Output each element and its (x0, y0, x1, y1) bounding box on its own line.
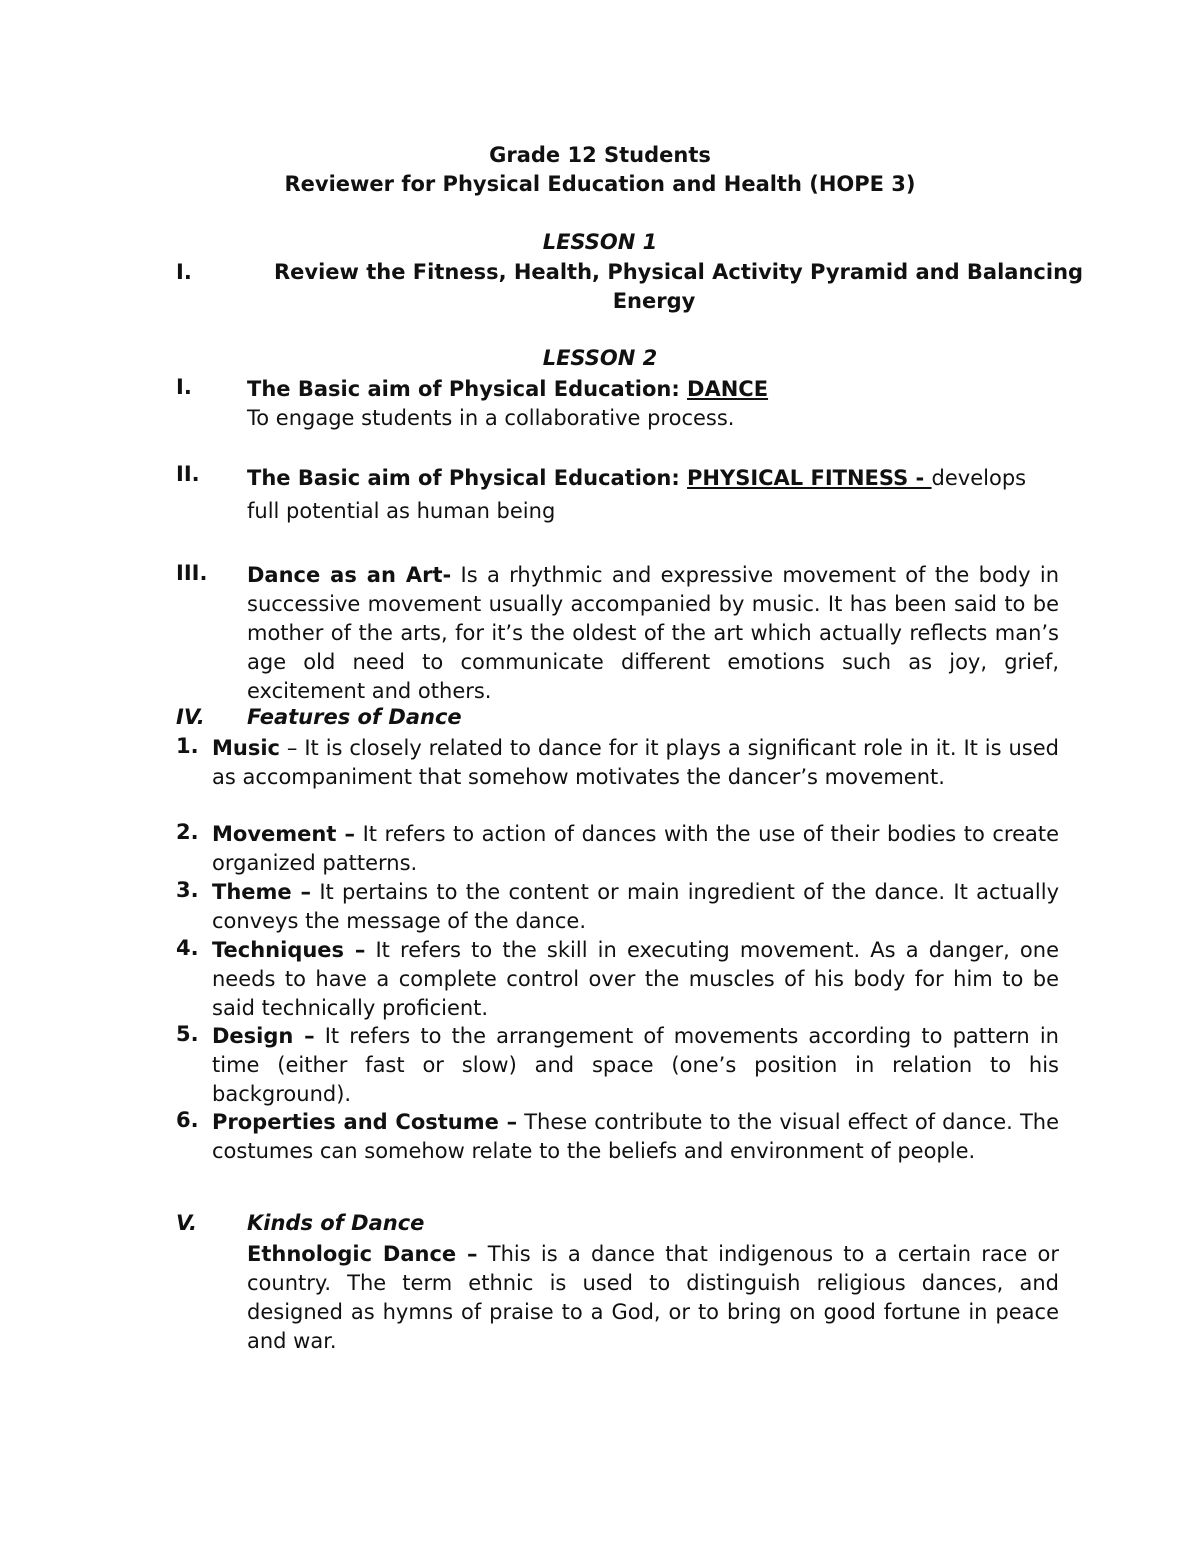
lesson2-iii-description: Is a rhythmic and expressive movement of the body in successive movement usually accompanied by music. It has been said to be mother of the arts, for it’s the oldest of the art which actually reflects man’s age old need to communicate different emotions such as joy, grief, excitement and others. (247, 563, 1060, 703)
feature-6-number: 6. (176, 1108, 199, 1132)
lesson2-v-numeral: V. (176, 1211, 197, 1235)
kinds-ethnologic-text: This is a dance that indigenous to a certain race or country. The term ethnic is used to distinguish religious dances, and designed as hymns of praise to a God, or to bring on good fortune in peace and war. (247, 1242, 1059, 1353)
lesson2-i-term: DANCE (687, 377, 769, 401)
lesson2-ii-term: PHYSICAL FITNESS - (687, 466, 932, 490)
lesson2-i-block (247, 375, 1059, 433)
feature-1-text: – It is closely related to dance for it plays a significant role in it. It is used as accompaniment that somehow motivates the dancer’s movement. (212, 736, 1059, 789)
lesson1-numeral: I. (176, 260, 192, 284)
feature-4-number: 4. (176, 936, 199, 960)
feature-6-term: Properties and Costume – (212, 1110, 518, 1134)
header-grade: Grade 12 Students (489, 143, 711, 167)
lesson2-ii-block (247, 462, 1059, 528)
lesson2-ii-lead: The Basic aim of Physical Education: (247, 466, 688, 490)
feature-5 (212, 1022, 1059, 1109)
feature-1-term: Music (212, 736, 280, 760)
lesson2-ii-description: develops full potential as human being (247, 466, 1027, 523)
feature-4-text: It refers to the skill in executing movement. As a danger, one needs to have a complete control over the muscles of his body for him to be said technically proficient. (212, 938, 1059, 1020)
feature-2 (212, 820, 1059, 878)
header-title: Reviewer for Physical Education and Health (HOPE 3) (284, 172, 916, 196)
kinds-heading: Kinds of Dance (247, 1211, 425, 1235)
feature-3 (212, 878, 1059, 936)
feature-6 (212, 1108, 1059, 1166)
lesson1-item-line1: Review the Fitness, Health, Physical Activity Pyramid and Balancing (274, 260, 1084, 284)
lesson2-i-description: To engage students in a collaborative process. (247, 406, 735, 430)
feature-6-text: These contribute to the visual effect of dance. The costumes can somehow relate to the beliefs and environment of people. (212, 1110, 1059, 1163)
lesson2-iv-numeral: IV. (176, 705, 205, 729)
kinds-ethnologic-term: Ethnologic Dance – (247, 1242, 478, 1266)
lesson1-item-line2: Energy (612, 289, 696, 313)
feature-2-number: 2. (176, 820, 199, 844)
lesson2-iii-lead: Dance as an Art- (247, 563, 452, 587)
lesson2-title: LESSON 2 (542, 346, 658, 370)
lesson2-i-lead: The Basic aim of Physical Education: (247, 377, 688, 401)
kinds-ethnologic (247, 1240, 1059, 1356)
feature-3-number: 3. (176, 878, 199, 902)
feature-2-text: It refers to action of dances with the use of their bodies to create organized patterns. (212, 822, 1060, 875)
feature-4-term: Techniques – (212, 938, 366, 962)
feature-2-term: Movement – (212, 822, 356, 846)
feature-4 (212, 936, 1059, 1023)
feature-5-term: Design – (212, 1024, 315, 1048)
feature-3-term: Theme – (212, 880, 312, 904)
feature-3-text: It pertains to the content or main ingredient of the dance. It actually conveys the message of the dance. (212, 880, 1060, 933)
lesson2-iii-numeral: III. (176, 561, 208, 585)
feature-1 (212, 734, 1059, 792)
lesson2-ii-numeral: II. (176, 462, 200, 486)
features-heading: Features of Dance (247, 705, 462, 729)
feature-5-text: It refers to the arrangement of movements according to pattern in time (either fast or slow) and space (one’s position in relation to his background). (212, 1024, 1059, 1106)
lesson2-iii-block (247, 561, 1059, 706)
feature-1-number: 1. (176, 734, 199, 758)
lesson2-i-numeral: I. (176, 375, 192, 399)
lesson1-title: LESSON 1 (542, 230, 658, 254)
feature-5-number: 5. (176, 1022, 199, 1046)
